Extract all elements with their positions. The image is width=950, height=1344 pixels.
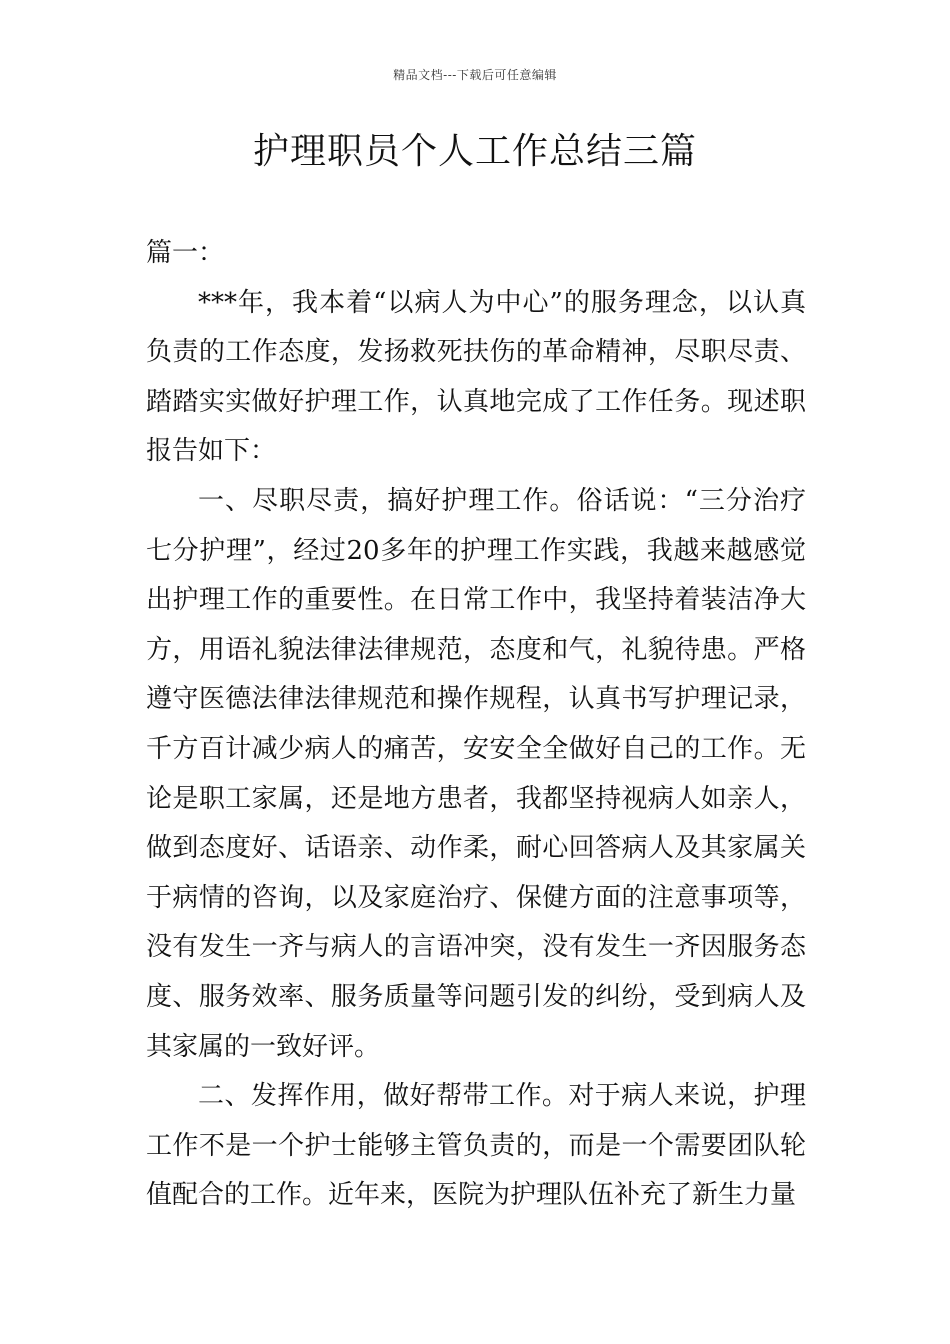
document-body bbox=[146, 229, 806, 1221]
section-label: 篇一： bbox=[146, 238, 225, 268]
paragraph-intro: ***年，我本着“以病人为中心”的服务理念，以认真负责的工作态度，发扬救死扶伤的革命精神，尽职尽责、踏踏实实做好护理工作，认真地完成了工作任务。现述职报告如下： bbox=[146, 287, 806, 467]
paragraph-section-2: 二、发挥作用，做好帮带工作。对于病人来说，护理工作不是一个护士能够主管负责的，而是一个需要团队轮值配合的工作。近年来，医院为护理队伍补充了新生力量 bbox=[146, 1081, 806, 1211]
header-note: 精品文档---下载后可任意编辑 bbox=[393, 68, 557, 82]
paragraph-section-1: 一、尽职尽责，搞好护理工作。俗话说：“三分治疗七分护理”，经过20多年的护理工作实践，我越来越感觉出护理工作的重要性。在日常工作中，我坚持着装洁净大方，用语礼貌法律法律规范，态度和气，礼貌待患。严格遵守医德法律法律规范和操作规程，认真书写护理记录，千方百计减少病人的痛苦，安安全全做好自己的工作。无论是职工家属，还是地方患者，我都坚持视病人如亲人，做到态度好、话语亲、动作柔，耐心回答病人及其家属关于病情的咨询，以及家庭治疗、保健方面的注意事项等，没有发生一齐与病人的言语冲突，没有发生一齐因服务态度、服务效率、服务质量等问题引发的纠纷，受到病人及其家属的一致好评。 bbox=[146, 485, 806, 1062]
document-title: 护理职员个人工作总结三篇 bbox=[252, 131, 697, 172]
